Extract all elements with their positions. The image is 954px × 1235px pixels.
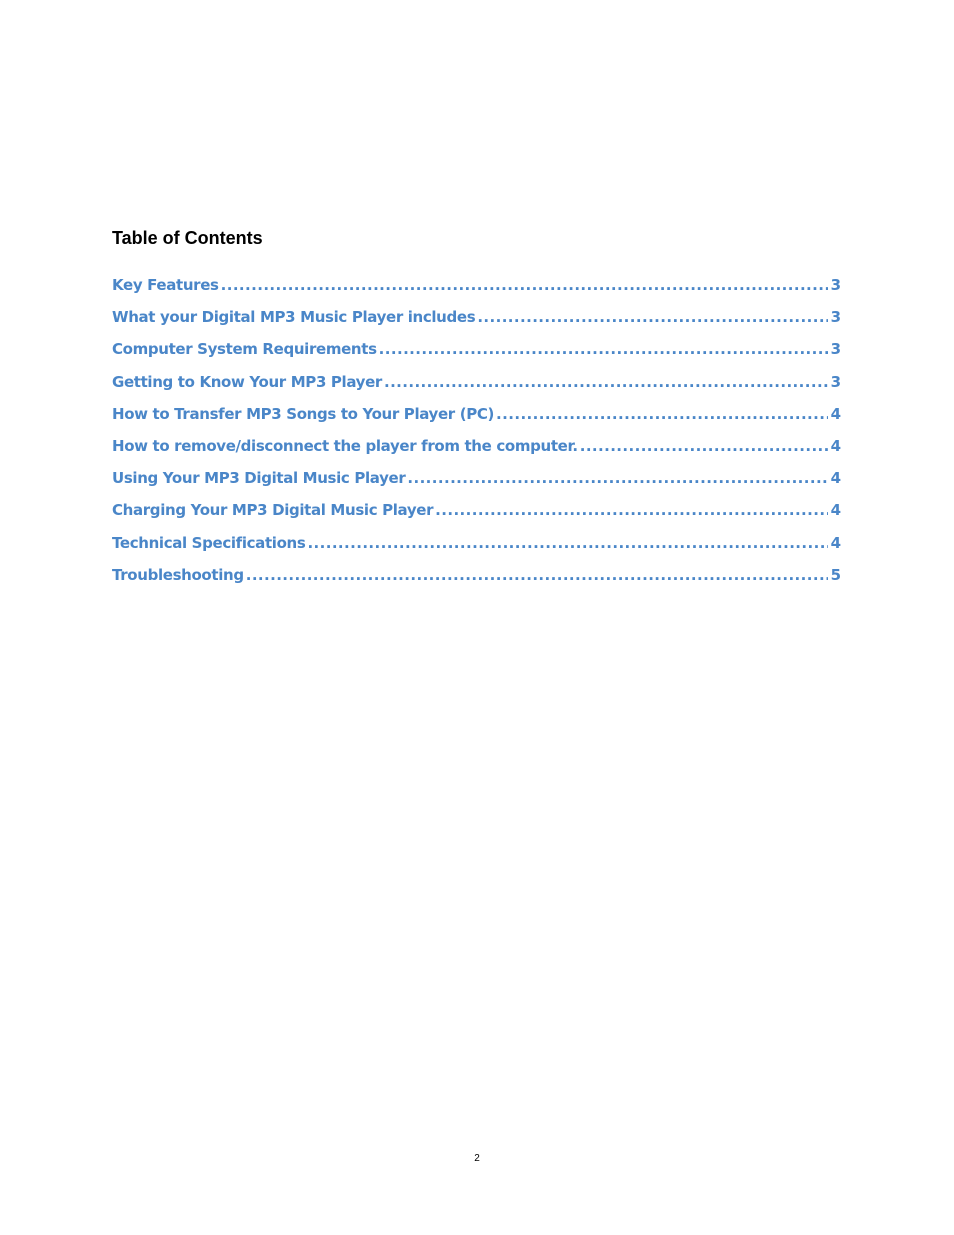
toc-entry-page: 4 — [830, 469, 841, 488]
toc-entry-page: 3 — [830, 372, 841, 391]
toc-dot-leader — [221, 276, 828, 294]
toc-entry-title: Getting to Know Your MP3 Player — [112, 372, 382, 391]
toc-dot-leader — [435, 501, 827, 519]
toc-heading: Table of Contents — [112, 228, 263, 248]
toc-entry-page: 3 — [830, 308, 841, 327]
toc-entry-system-requirements[interactable] — [112, 340, 841, 372]
toc-dot-leader — [384, 373, 828, 391]
toc-entry-technical-specifications[interactable] — [112, 534, 841, 566]
toc-dot-leader — [580, 437, 828, 455]
toc-entry-page: 3 — [830, 340, 841, 359]
toc-dot-leader — [407, 469, 827, 487]
toc-entry-key-features[interactable] — [112, 276, 841, 308]
toc-dot-leader — [307, 534, 827, 552]
toc-entry-remove-disconnect[interactable] — [112, 437, 841, 469]
toc-entry-troubleshooting[interactable] — [112, 566, 841, 598]
toc-entry-transfer-songs[interactable] — [112, 405, 841, 437]
toc-list — [112, 276, 841, 598]
toc-entry-page: 3 — [830, 276, 841, 294]
toc-entry-page: 5 — [830, 565, 841, 584]
toc-dot-leader — [246, 566, 828, 584]
toc-dot-leader — [496, 405, 828, 423]
toc-entry-page: 4 — [830, 533, 841, 552]
toc-entry-using-player[interactable] — [112, 469, 841, 501]
page-number: 2 — [474, 1153, 480, 1164]
toc-entry-title: Key Features — [112, 276, 219, 294]
toc-entry-title: Computer System Requirements — [112, 340, 377, 359]
toc-dot-leader — [477, 308, 827, 326]
toc-entry-getting-to-know[interactable] — [112, 373, 841, 405]
toc-entry-page: 4 — [830, 404, 841, 423]
toc-entry-title: How to Transfer MP3 Songs to Your Player (PC) — [112, 404, 495, 423]
toc-entry-charging-player[interactable] — [112, 501, 841, 533]
toc-entry-page: 4 — [830, 501, 841, 520]
toc-entry-title: Charging Your MP3 Digital Music Player — [112, 501, 434, 520]
toc-dot-leader — [379, 340, 828, 358]
toc-entry-title: How to remove/disconnect the player from the computer. — [112, 436, 578, 455]
toc-entry-title: What your Digital MP3 Music Player includes — [112, 308, 476, 327]
toc-entry-page: 4 — [830, 436, 841, 455]
toc-entry-title: Using Your MP3 Digital Music Player — [112, 469, 406, 488]
toc-entry-title: Troubleshooting — [112, 565, 244, 584]
toc-entry-title: Technical Specifications — [112, 533, 306, 552]
toc-entry-player-includes[interactable] — [112, 308, 841, 340]
